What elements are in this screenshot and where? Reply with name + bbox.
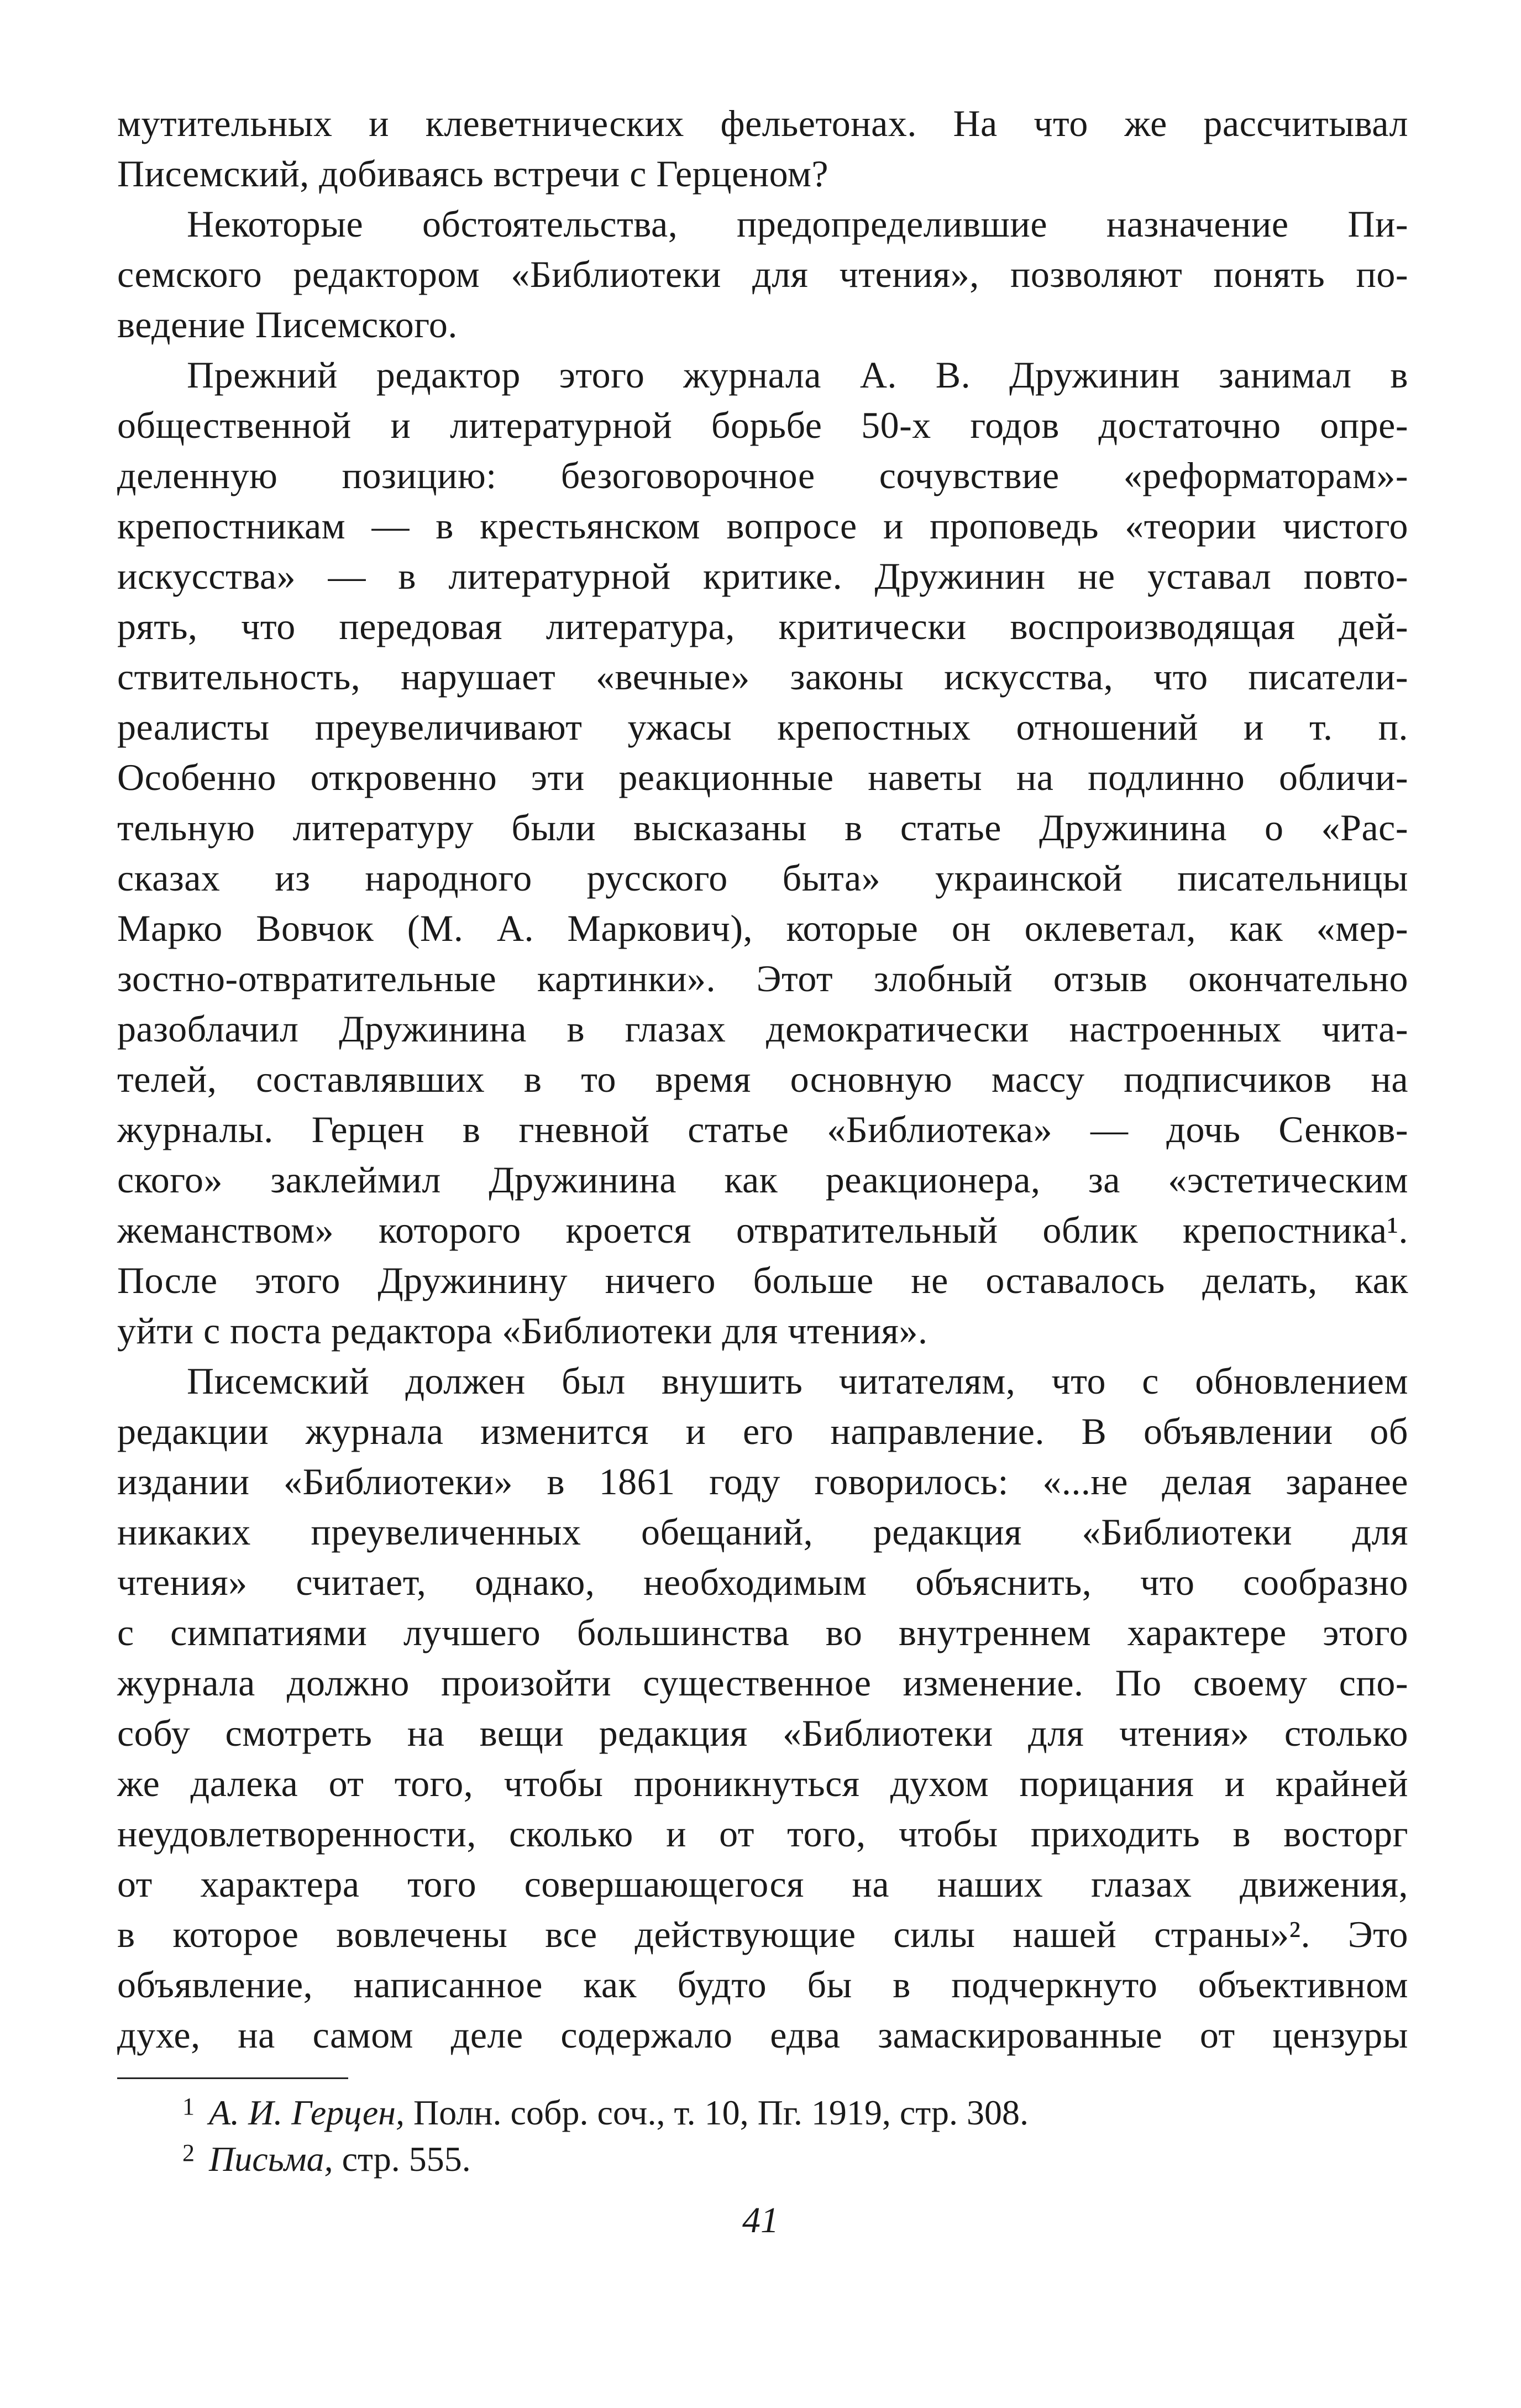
text-line: Особенно откровенно эти реакционные наветы на подлинно обличи-: [117, 756, 1408, 798]
text-line: реалисты преувеличивают ужасы крепостных отношений и т. п.: [117, 706, 1408, 748]
text-line: жеманством» которого кроется отвратительный облик крепостника¹.: [117, 1209, 1408, 1251]
footnotes: [182, 2090, 1398, 2182]
footnote-1: [182, 2090, 1398, 2136]
footnote-number: 2: [182, 2139, 195, 2166]
text-line: редакции журнала изменится и его направление. В объявлении об: [117, 1410, 1408, 1452]
text-line: зостно-отвратительные картинки». Этот злобный отзыв окончательно: [117, 957, 1408, 999]
text-line: тельную литературу были высказаны в статье Дружинина о «Рас-: [117, 807, 1408, 849]
text-line: Некоторые обстоятельства, предопределившие назначение Пи-: [187, 203, 1408, 245]
footnote-number: 1: [182, 2093, 195, 2120]
text-line: от характера того совершающегося на наших глазах движения,: [117, 1863, 1408, 1905]
body-text: [117, 98, 1408, 2060]
footnote-text: стр. 555.: [342, 2139, 471, 2179]
footnote-2: [182, 2136, 1398, 2182]
text-line: телей, составлявших в то время основную массу подписчиков на: [117, 1058, 1408, 1100]
text-line: Писемский должен был внушить читателям, что с обновлением: [187, 1360, 1408, 1402]
page-number: 41: [742, 2200, 779, 2241]
text-line: журналы. Герцен в гневной статье «Библиотека» — дочь Сенков-: [117, 1108, 1408, 1150]
text-line: собу смотреть на вещи редакция «Библиотеки для чтения» столько: [117, 1712, 1408, 1754]
text-line: чтения» считает, однако, необходимым объяснить, что сообразно: [117, 1561, 1408, 1603]
text-line: общественной и литературной борьбе 50-х годов достаточно опре-: [117, 404, 1408, 446]
text-line: неудовлетворенности, сколько и от того, чтобы приходить в восторг: [117, 1813, 1408, 1855]
text-line: После этого Дружинину ничего больше не оставалось делать, как: [117, 1259, 1408, 1301]
footnote-author: А. И. Герцен,: [209, 2093, 405, 2132]
text-line: Прежний редактор этого журнала А. В. Дружинин занимал в: [187, 354, 1408, 396]
text-line: журнала должно произойти существенное изменение. По своему спо-: [117, 1662, 1408, 1704]
text-line: сказах из народного русского быта» украинской писательницы: [117, 857, 1408, 899]
text-line: разоблачил Дружинина в глазах демократически настроенных чита-: [117, 1008, 1408, 1050]
text-line: искусства» — в литературной критике. Дружинин не уставал повто-: [117, 555, 1408, 597]
footnote-author: Письма,: [209, 2139, 333, 2179]
text-line: ствительность, нарушает «вечные» законы искусства, что писатели-: [117, 656, 1408, 698]
text-line: с симпатиями лучшего большинства во внутреннем характере этого: [117, 1611, 1408, 1653]
text-line: ведение Писемского.: [117, 303, 458, 346]
text-line: издании «Библиотеки» в 1861 году говорилось: «...не делая заранее: [117, 1460, 1408, 1503]
footnote-divider: [117, 2077, 348, 2079]
text-line: объявление, написанное как будто бы в подчеркнуто объективном: [117, 1964, 1408, 2006]
text-line: мутительных и клеветнических фельетонах. На что же рассчитывал: [117, 102, 1408, 144]
text-line: ского» заклеймил Дружинина как реакционера, за «эстетическим: [117, 1159, 1408, 1201]
text-line: духе, на самом деле содержало едва замаскированные от цензуры: [117, 2014, 1408, 2056]
text-line: в которое вовлечены все действующие силы нашей страны»². Это: [117, 1913, 1408, 1955]
text-line: же далека от того, чтобы проникнуться духом порицания и крайней: [117, 1762, 1408, 1804]
text-line: уйти с поста редактора «Библиотеки для чтения».: [117, 1310, 928, 1352]
text-line: Марко Вовчок (М. А. Маркович), которые он оклеветал, как «мер-: [117, 907, 1408, 949]
text-line: Писемский, добиваясь встречи с Герценом?: [117, 153, 829, 195]
text-line: деленную позицию: безоговорочное сочувствие «реформаторам»-: [117, 454, 1408, 496]
text-line: рять, что передовая литература, критически воспроизводящая дей-: [117, 605, 1408, 647]
text-line: крепостникам — в крестьянском вопросе и проповедь «теории чистого: [117, 505, 1408, 547]
text-line: семского редактором «Библиотеки для чтения», позволяют понять по-: [117, 253, 1408, 295]
footnote-text: Полн. собр. соч., т. 10, Пг. 1919, стр. 308.: [413, 2093, 1029, 2132]
text-line: никаких преувеличенных обещаний, редакция «Библиотеки для: [117, 1511, 1408, 1553]
